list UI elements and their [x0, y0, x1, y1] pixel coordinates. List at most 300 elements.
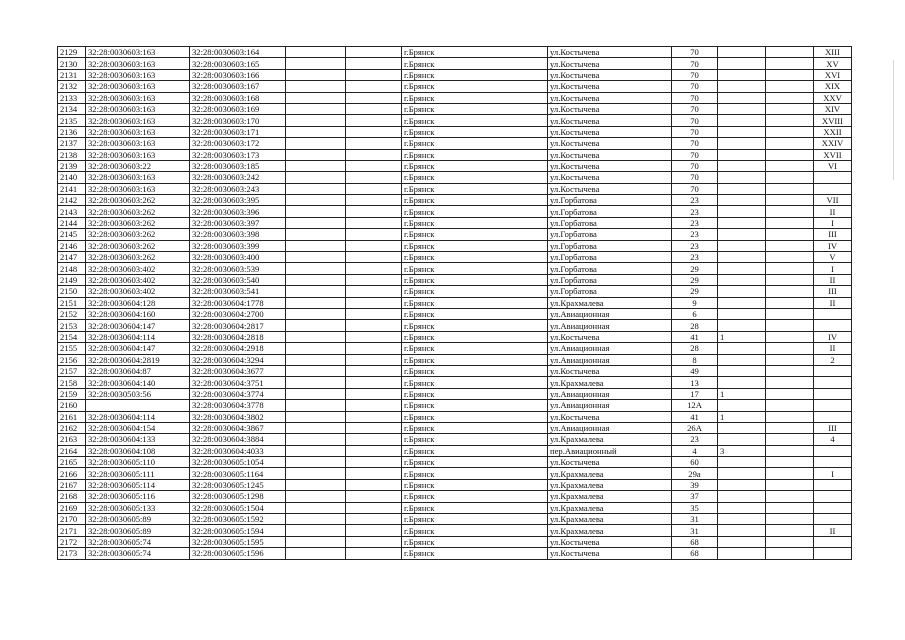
house-number-cell: 12А: [672, 400, 718, 411]
row-number-cell: 2137: [58, 138, 86, 149]
city-cell: г.Брянск: [402, 468, 548, 479]
blank-col-a-cell: [286, 434, 346, 445]
parent-cadastral-number-cell: 32:28:0030605:74: [86, 548, 190, 559]
blank-col-b-cell: [346, 457, 402, 468]
blank-col-c-cell: [766, 149, 814, 160]
blank-col-b-cell: [346, 195, 402, 206]
building-cell: [718, 126, 766, 137]
city-cell: г.Брянск: [402, 434, 548, 445]
blank-col-c-cell: [766, 457, 814, 468]
blank-col-a-cell: [286, 297, 346, 308]
row-number-cell: 2166: [58, 468, 86, 479]
blank-col-c-cell: [766, 92, 814, 103]
city-cell: г.Брянск: [402, 195, 548, 206]
cadastral-number-cell: 32:28:0030603:399: [190, 240, 286, 251]
building-cell: [718, 115, 766, 126]
parent-cadastral-number-cell: 32:28:0030603:163: [86, 103, 190, 114]
blank-col-a-cell: [286, 514, 346, 525]
table-row: [58, 115, 852, 126]
parent-cadastral-number-cell: 32:28:0030605:89: [86, 514, 190, 525]
blank-col-b-cell: [346, 69, 402, 80]
blank-col-b-cell: [346, 103, 402, 114]
row-number-cell: 2162: [58, 422, 86, 433]
blank-col-c-cell: [766, 81, 814, 92]
row-number-cell: 2130: [58, 58, 86, 69]
row-number-cell: 2160: [58, 400, 86, 411]
parent-cadastral-number-cell: 32:28:0030603:402: [86, 286, 190, 297]
premises-number-cell: VII: [814, 195, 852, 206]
building-cell: [718, 525, 766, 536]
row-number-cell: 2134: [58, 103, 86, 114]
city-cell: г.Брянск: [402, 514, 548, 525]
building-cell: [718, 354, 766, 365]
parent-cadastral-number-cell: 32:28:0030603:262: [86, 195, 190, 206]
parent-cadastral-number-cell: 32:28:0030604:114: [86, 331, 190, 342]
house-number-cell: 28: [672, 320, 718, 331]
blank-col-b-cell: [346, 58, 402, 69]
table-row: [58, 229, 852, 240]
house-number-cell: 70: [672, 160, 718, 171]
parent-cadastral-number-cell: 32:28:0030604:114: [86, 411, 190, 422]
street-cell: пер.Авиационный: [548, 445, 672, 456]
table-row: [58, 354, 852, 365]
table-row: [58, 252, 852, 263]
cadastral-number-cell: 32:28:0030605:1164: [190, 468, 286, 479]
parent-cadastral-number-cell: 32:28:0030604:140: [86, 377, 190, 388]
blank-col-c-cell: [766, 217, 814, 228]
parent-cadastral-number-cell: 32:28:0030604:147: [86, 343, 190, 354]
house-number-cell: 49: [672, 365, 718, 376]
blank-col-c-cell: [766, 206, 814, 217]
blank-col-c-cell: [766, 58, 814, 69]
street-cell: ул.Горбатова: [548, 229, 672, 240]
blank-col-b-cell: [346, 514, 402, 525]
parent-cadastral-number-cell: 32:28:0030604:87: [86, 365, 190, 376]
city-cell: г.Брянск: [402, 388, 548, 399]
street-cell: ул.Авиационная: [548, 343, 672, 354]
city-cell: г.Брянск: [402, 183, 548, 194]
table-row: [58, 103, 852, 114]
premises-number-cell: XXIV: [814, 138, 852, 149]
row-number-cell: 2146: [58, 240, 86, 251]
parent-cadastral-number-cell: 32:28:0030605:116: [86, 491, 190, 502]
blank-col-a-cell: [286, 183, 346, 194]
blank-col-c-cell: [766, 69, 814, 80]
cadastral-number-cell: 32:28:0030603:167: [190, 81, 286, 92]
house-number-cell: 70: [672, 183, 718, 194]
premises-number-cell: [814, 491, 852, 502]
row-number-cell: 2139: [58, 160, 86, 171]
table-row: [58, 92, 852, 103]
building-cell: [718, 422, 766, 433]
city-cell: г.Брянск: [402, 149, 548, 160]
parent-cadastral-number-cell: 32:28:0030603:262: [86, 206, 190, 217]
blank-col-c-cell: [766, 548, 814, 559]
table-row: [58, 320, 852, 331]
parent-cadastral-number-cell: 32:28:0030603:262: [86, 217, 190, 228]
premises-number-cell: [814, 411, 852, 422]
blank-col-c-cell: [766, 183, 814, 194]
house-number-cell: 70: [672, 58, 718, 69]
street-cell: ул.Горбатова: [548, 263, 672, 274]
building-cell: [718, 457, 766, 468]
blank-col-a-cell: [286, 252, 346, 263]
parent-cadastral-number-cell: 32:28:0030603:163: [86, 81, 190, 92]
row-number-cell: 2129: [58, 47, 86, 58]
row-number-cell: 2144: [58, 217, 86, 228]
building-cell: 1: [718, 331, 766, 342]
cadastral-number-cell: 32:28:0030603:397: [190, 217, 286, 228]
city-cell: г.Брянск: [402, 138, 548, 149]
building-cell: [718, 103, 766, 114]
premises-number-cell: [814, 308, 852, 319]
parent-cadastral-number-cell: 32:28:0030603:163: [86, 183, 190, 194]
street-cell: ул.Крахмалева: [548, 502, 672, 513]
cadastral-number-cell: 32:28:0030604:2918: [190, 343, 286, 354]
street-cell: ул.Костычева: [548, 457, 672, 468]
row-number-cell: 2131: [58, 69, 86, 80]
blank-col-a-cell: [286, 400, 346, 411]
table-row: [58, 445, 852, 456]
premises-number-cell: [814, 365, 852, 376]
street-cell: ул.Костычева: [548, 138, 672, 149]
city-cell: г.Брянск: [402, 479, 548, 490]
register-body: [58, 47, 852, 560]
blank-col-c-cell: [766, 274, 814, 285]
cadastral-number-cell: 32:28:0030605:1595: [190, 536, 286, 547]
house-number-cell: 39: [672, 479, 718, 490]
blank-col-c-cell: [766, 229, 814, 240]
table-row: [58, 491, 852, 502]
street-cell: ул.Горбатова: [548, 252, 672, 263]
blank-col-a-cell: [286, 491, 346, 502]
blank-col-b-cell: [346, 149, 402, 160]
house-number-cell: 29: [672, 286, 718, 297]
cadastral-number-cell: 32:28:0030603:168: [190, 92, 286, 103]
blank-col-c-cell: [766, 195, 814, 206]
blank-col-b-cell: [346, 502, 402, 513]
blank-col-b-cell: [346, 47, 402, 58]
blank-col-b-cell: [346, 491, 402, 502]
blank-col-b-cell: [346, 138, 402, 149]
row-number-cell: 2135: [58, 115, 86, 126]
blank-col-a-cell: [286, 365, 346, 376]
blank-col-a-cell: [286, 149, 346, 160]
building-cell: [718, 479, 766, 490]
city-cell: г.Брянск: [402, 343, 548, 354]
house-number-cell: 41: [672, 411, 718, 422]
city-cell: г.Брянск: [402, 457, 548, 468]
row-number-cell: 2142: [58, 195, 86, 206]
parent-cadastral-number-cell: 32:28:0030605:110: [86, 457, 190, 468]
blank-col-c-cell: [766, 365, 814, 376]
parent-cadastral-number-cell: 32:28:0030605:114: [86, 479, 190, 490]
blank-col-a-cell: [286, 160, 346, 171]
cadastral-number-cell: 32:28:0030603:166: [190, 69, 286, 80]
parent-cadastral-number-cell: 32:28:0030603:163: [86, 58, 190, 69]
city-cell: г.Брянск: [402, 422, 548, 433]
table-row: [58, 206, 852, 217]
street-cell: ул.Костычева: [548, 103, 672, 114]
house-number-cell: 23: [672, 252, 718, 263]
table-row: [58, 331, 852, 342]
parent-cadastral-number-cell: 32:28:0030603:163: [86, 126, 190, 137]
cadastral-number-cell: 32:28:0030604:3884: [190, 434, 286, 445]
blank-col-c-cell: [766, 103, 814, 114]
street-cell: ул.Крахмалева: [548, 479, 672, 490]
blank-col-b-cell: [346, 320, 402, 331]
blank-col-b-cell: [346, 172, 402, 183]
parent-cadastral-number-cell: 32:28:0030503:56: [86, 388, 190, 399]
parent-cadastral-number-cell: 32:28:0030603:22: [86, 160, 190, 171]
blank-col-b-cell: [346, 354, 402, 365]
parent-cadastral-number-cell: 32:28:0030604:108: [86, 445, 190, 456]
city-cell: г.Брянск: [402, 126, 548, 137]
blank-col-a-cell: [286, 320, 346, 331]
street-cell: ул.Костычева: [548, 47, 672, 58]
building-cell: [718, 217, 766, 228]
house-number-cell: 29а: [672, 468, 718, 479]
city-cell: г.Брянск: [402, 69, 548, 80]
blank-col-c-cell: [766, 138, 814, 149]
blank-col-a-cell: [286, 47, 346, 58]
premises-number-cell: [814, 514, 852, 525]
house-number-cell: 23: [672, 240, 718, 251]
scan-artifact: [893, 60, 894, 180]
street-cell: ул.Авиационная: [548, 400, 672, 411]
building-cell: [718, 252, 766, 263]
row-number-cell: 2133: [58, 92, 86, 103]
building-cell: [718, 58, 766, 69]
blank-col-a-cell: [286, 263, 346, 274]
cadastral-number-cell: 32:28:0030603:396: [190, 206, 286, 217]
blank-col-a-cell: [286, 172, 346, 183]
house-number-cell: 60: [672, 457, 718, 468]
row-number-cell: 2148: [58, 263, 86, 274]
blank-col-a-cell: [286, 126, 346, 137]
city-cell: г.Брянск: [402, 172, 548, 183]
blank-col-b-cell: [346, 388, 402, 399]
table-row: [58, 388, 852, 399]
blank-col-b-cell: [346, 445, 402, 456]
city-cell: г.Брянск: [402, 217, 548, 228]
row-number-cell: 2141: [58, 183, 86, 194]
blank-col-b-cell: [346, 115, 402, 126]
house-number-cell: 70: [672, 92, 718, 103]
street-cell: ул.Костычева: [548, 183, 672, 194]
parent-cadastral-number-cell: 32:28:0030605:133: [86, 502, 190, 513]
cadastral-number-cell: 32:28:0030604:1778: [190, 297, 286, 308]
row-number-cell: 2147: [58, 252, 86, 263]
blank-col-a-cell: [286, 548, 346, 559]
blank-col-c-cell: [766, 47, 814, 58]
blank-col-b-cell: [346, 263, 402, 274]
building-cell: [718, 92, 766, 103]
cadastral-number-cell: 32:28:0030603:164: [190, 47, 286, 58]
cadastral-number-cell: 32:28:0030605:1504: [190, 502, 286, 513]
premises-number-cell: II: [814, 297, 852, 308]
parent-cadastral-number-cell: 32:28:0030604:147: [86, 320, 190, 331]
premises-number-cell: II: [814, 274, 852, 285]
cadastral-number-cell: 32:28:0030603:539: [190, 263, 286, 274]
street-cell: ул.Крахмалева: [548, 297, 672, 308]
house-number-cell: 29: [672, 274, 718, 285]
parent-cadastral-number-cell: 32:28:0030603:402: [86, 274, 190, 285]
row-number-cell: 2151: [58, 297, 86, 308]
street-cell: ул.Костычева: [548, 69, 672, 80]
row-number-cell: 2168: [58, 491, 86, 502]
table-row: [58, 126, 852, 137]
blank-col-c-cell: [766, 502, 814, 513]
blank-col-b-cell: [346, 468, 402, 479]
table-row: [58, 195, 852, 206]
house-number-cell: 37: [672, 491, 718, 502]
building-cell: [718, 286, 766, 297]
parent-cadastral-number-cell: [86, 400, 190, 411]
blank-col-a-cell: [286, 81, 346, 92]
blank-col-a-cell: [286, 58, 346, 69]
premises-number-cell: XIII: [814, 47, 852, 58]
parent-cadastral-number-cell: 32:28:0030603:163: [86, 115, 190, 126]
house-number-cell: 70: [672, 149, 718, 160]
city-cell: г.Брянск: [402, 445, 548, 456]
building-cell: [718, 514, 766, 525]
row-number-cell: 2136: [58, 126, 86, 137]
blank-col-b-cell: [346, 229, 402, 240]
blank-col-c-cell: [766, 525, 814, 536]
table-row: [58, 411, 852, 422]
cadastral-number-cell: 32:28:0030603:400: [190, 252, 286, 263]
blank-col-c-cell: [766, 422, 814, 433]
building-cell: [718, 81, 766, 92]
street-cell: ул.Авиационная: [548, 354, 672, 365]
house-number-cell: 70: [672, 69, 718, 80]
cadastral-number-cell: 32:28:0030603:171: [190, 126, 286, 137]
house-number-cell: 17: [672, 388, 718, 399]
premises-number-cell: II: [814, 525, 852, 536]
blank-col-b-cell: [346, 525, 402, 536]
premises-number-cell: IV: [814, 240, 852, 251]
city-cell: г.Брянск: [402, 252, 548, 263]
blank-col-b-cell: [346, 343, 402, 354]
parent-cadastral-number-cell: 32:28:0030603:402: [86, 263, 190, 274]
row-number-cell: 2165: [58, 457, 86, 468]
city-cell: г.Брянск: [402, 286, 548, 297]
blank-col-c-cell: [766, 491, 814, 502]
building-cell: [718, 183, 766, 194]
blank-col-b-cell: [346, 252, 402, 263]
table-row: [58, 138, 852, 149]
street-cell: ул.Горбатова: [548, 274, 672, 285]
building-cell: 1: [718, 411, 766, 422]
building-cell: [718, 365, 766, 376]
blank-col-b-cell: [346, 286, 402, 297]
premises-number-cell: XVIII: [814, 115, 852, 126]
city-cell: г.Брянск: [402, 206, 548, 217]
city-cell: г.Брянск: [402, 411, 548, 422]
street-cell: ул.Костычева: [548, 92, 672, 103]
cadastral-number-cell: 32:28:0030604:2817: [190, 320, 286, 331]
building-cell: [718, 320, 766, 331]
blank-col-a-cell: [286, 229, 346, 240]
cadastral-number-cell: 32:28:0030605:1054: [190, 457, 286, 468]
blank-col-a-cell: [286, 468, 346, 479]
city-cell: г.Брянск: [402, 400, 548, 411]
house-number-cell: 70: [672, 47, 718, 58]
street-cell: ул.Костычева: [548, 58, 672, 69]
city-cell: г.Брянск: [402, 240, 548, 251]
blank-col-b-cell: [346, 434, 402, 445]
parent-cadastral-number-cell: 32:28:0030604:133: [86, 434, 190, 445]
row-number-cell: 2150: [58, 286, 86, 297]
blank-col-c-cell: [766, 400, 814, 411]
house-number-cell: 70: [672, 172, 718, 183]
street-cell: ул.Костычева: [548, 126, 672, 137]
row-number-cell: 2164: [58, 445, 86, 456]
building-cell: [718, 206, 766, 217]
row-number-cell: 2154: [58, 331, 86, 342]
city-cell: г.Брянск: [402, 491, 548, 502]
row-number-cell: 2156: [58, 354, 86, 365]
premises-number-cell: [814, 548, 852, 559]
building-cell: [718, 434, 766, 445]
row-number-cell: 2158: [58, 377, 86, 388]
street-cell: ул.Горбатова: [548, 286, 672, 297]
row-number-cell: 2143: [58, 206, 86, 217]
cadastral-number-cell: 32:28:0030603:172: [190, 138, 286, 149]
blank-col-b-cell: [346, 365, 402, 376]
table-row: [58, 422, 852, 433]
city-cell: г.Брянск: [402, 548, 548, 559]
row-number-cell: 2138: [58, 149, 86, 160]
street-cell: ул.Костычева: [548, 81, 672, 92]
table-row: [58, 548, 852, 559]
parent-cadastral-number-cell: 32:28:0030603:163: [86, 47, 190, 58]
premises-number-cell: [814, 445, 852, 456]
row-number-cell: 2161: [58, 411, 86, 422]
table-row: [58, 81, 852, 92]
blank-col-a-cell: [286, 286, 346, 297]
house-number-cell: 26А: [672, 422, 718, 433]
cadastral-number-cell: 32:28:0030603:398: [190, 229, 286, 240]
city-cell: г.Брянск: [402, 502, 548, 513]
city-cell: г.Брянск: [402, 115, 548, 126]
cadastral-number-cell: 32:28:0030604:4033: [190, 445, 286, 456]
blank-col-a-cell: [286, 69, 346, 80]
blank-col-b-cell: [346, 81, 402, 92]
house-number-cell: 28: [672, 343, 718, 354]
premises-number-cell: [814, 457, 852, 468]
street-cell: ул.Костычева: [548, 331, 672, 342]
cadastral-number-cell: 32:28:0030604:2818: [190, 331, 286, 342]
building-cell: [718, 468, 766, 479]
premises-number-cell: [814, 388, 852, 399]
premises-number-cell: XXII: [814, 126, 852, 137]
blank-col-c-cell: [766, 388, 814, 399]
premises-number-cell: 2: [814, 354, 852, 365]
premises-number-cell: [814, 377, 852, 388]
table-row: [58, 400, 852, 411]
parent-cadastral-number-cell: 32:28:0030603:262: [86, 252, 190, 263]
street-cell: ул.Костычева: [548, 411, 672, 422]
blank-col-a-cell: [286, 138, 346, 149]
row-number-cell: 2132: [58, 81, 86, 92]
building-cell: [718, 172, 766, 183]
street-cell: ул.Крахмалева: [548, 468, 672, 479]
house-number-cell: 4: [672, 445, 718, 456]
row-number-cell: 2167: [58, 479, 86, 490]
blank-col-a-cell: [286, 308, 346, 319]
